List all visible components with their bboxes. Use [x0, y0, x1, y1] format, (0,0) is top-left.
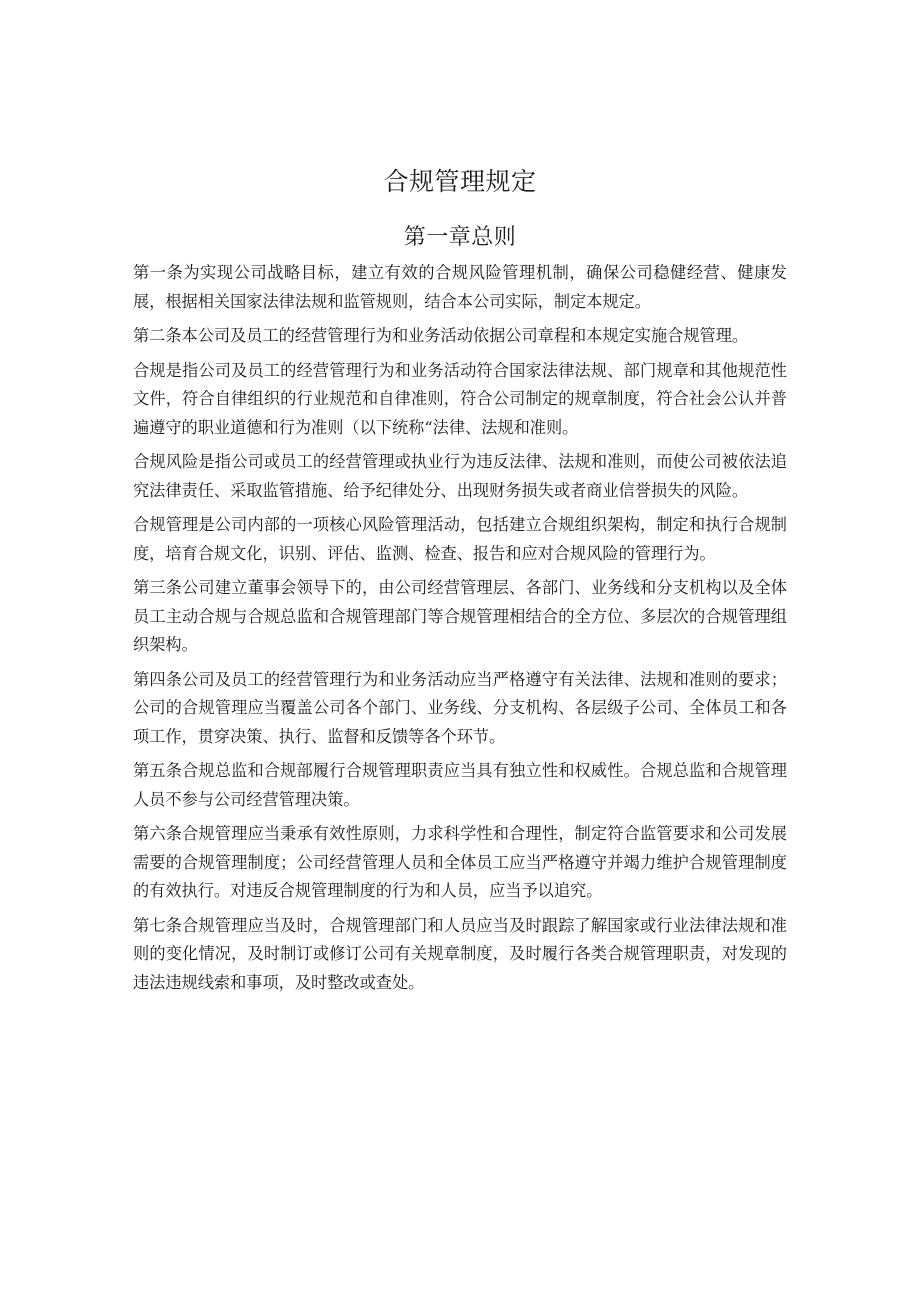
paragraph-compliance-definition: 合规是指公司及员工的经营管理行为和业务活动符合国家法律法规、部门规章和其他规范性文件，符合自律组织的行业规范和自律准则，符合公司制定的规章制度，符合社会公认并普遍遵守的职业道德和行为准则（以下统称“法律、法规和准则。 — [133, 360, 787, 437]
paragraph-article-2: 第二条本公司及员工的经营管理行为和业务活动依据公司章程和本规定实施合规管理。 — [133, 326, 749, 345]
paragraph-article-3: 第三条公司建立董事会领导下的，由公司经营管理层、各部门、业务线和分支机构以及全体员工主动合规与合规总监和合规管理部门等合规管理相结合的全方位、多层次的合规管理组织架构。 — [133, 578, 787, 654]
paragraph-compliance-management-definition: 合规管理是公司内部的一项核心风险管理活动，包括建立合规组织架构，制定和执行合规制度，培育合规文化，识别、评估、监测、检查、报告和应对合规风险的管理行为。 — [133, 515, 787, 563]
paragraph-article-4: 第四条公司及员工的经营管理行为和业务活动应当严格遵守有关法律、法规和准则的要求；公司的合规管理应当覆盖公司各个部门、业务线、分支机构、各层级子公司、全体员工和各项工作，贯穿决策、执行、监督和反馈等各个环节。 — [133, 669, 787, 746]
paragraph-article-7: 第七条合规管理应当及时，合规管理部门和人员应当及时跟踪了解国家或行业法律法规和准则的变化情况，及时制订或修订公司有关规章制度，及时履行各类合规管理职责，对发现的违法违规线索和事项，及时整改或查处。 — [133, 915, 787, 992]
paragraph-compliance-risk-definition: 合规风险是指公司或员工的经营管理或执业行为违反法律、法规和准则，而使公司被依法追究法律责任、采取监管措施、给予纪律处分、出现财务损失或者商业信誉损失的风险。 — [133, 452, 787, 500]
paragraph-article-6: 第六条合规管理应当秉承有效性原则，力求科学性和合理性，制定符合监管要求和公司发展需要的合规管理制度；公司经营管理人员和全体员工应当严格遵守并竭力维护合规管理制度的有效执行。对违反合规管理制度的行为和人员，应当予以追究。 — [133, 824, 787, 900]
document-title: 合规管理规定 — [383, 167, 537, 196]
document-body — [133, 259, 787, 1003]
paragraph-article-5: 第五条合规总监和合规部履行合规管理职责应当具有独立性和权威性。合规总监和合规管理人员不参与公司经营管理决策。 — [133, 761, 787, 809]
chapter-title: 第一章总则 — [403, 225, 517, 250]
paragraph-article-1: 第一条为实现公司战略目标，建立有效的合规风险管理机制，确保公司稳健经营、健康发展，根据相关国家法律法规和监管规则，结合本公司实际，制定本规定。 — [133, 263, 787, 311]
